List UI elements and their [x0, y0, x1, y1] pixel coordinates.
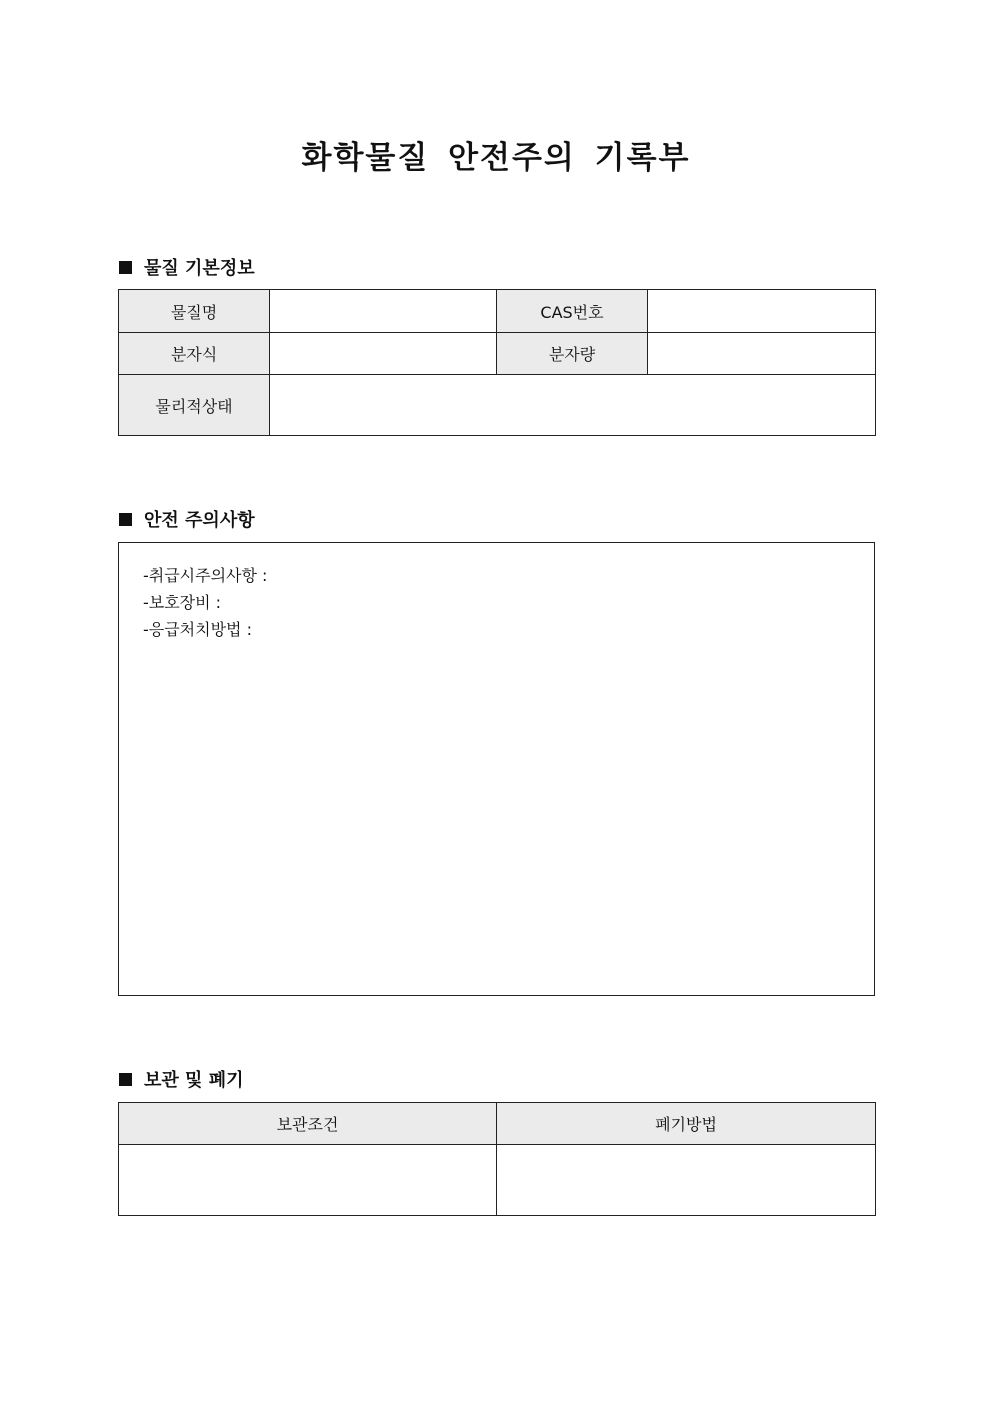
molecular-formula-label: 분자식	[119, 333, 270, 375]
handling-precautions-line: -취급시주의사항 :	[143, 566, 268, 585]
substance-name-field[interactable]	[270, 290, 497, 333]
physical-state-label: 물리적상태	[119, 375, 270, 436]
physical-state-field[interactable]	[270, 375, 876, 436]
storage-conditions-header: 보관조건	[119, 1103, 497, 1145]
section-heading-basic-info	[119, 254, 255, 280]
section-heading-safety	[119, 506, 255, 532]
section-heading-text: 안전 주의사항	[144, 510, 255, 531]
molecular-weight-field[interactable]	[648, 333, 876, 375]
square-bullet-icon	[119, 261, 132, 274]
section-heading-text: 보관 및 폐기	[144, 1070, 244, 1091]
substance-name-label: 물질명	[119, 290, 270, 333]
safety-notes-box[interactable]	[118, 542, 875, 996]
cas-number-field[interactable]	[648, 290, 876, 333]
disposal-method-field[interactable]	[497, 1145, 876, 1216]
section-heading-storage	[119, 1066, 243, 1092]
section-heading-text: 물질 기본정보	[144, 258, 255, 279]
storage-conditions-field[interactable]	[119, 1145, 497, 1216]
first-aid-line: -응급처치방법 :	[143, 620, 252, 639]
square-bullet-icon	[119, 513, 132, 526]
molecular-formula-field[interactable]	[270, 333, 497, 375]
cas-number-label: CAS번호	[497, 290, 648, 333]
page-title: 화학물질 안전주의 기록부	[301, 140, 691, 176]
protective-equipment-line: -보호장비 :	[143, 593, 222, 612]
storage-disposal-table	[118, 1102, 876, 1216]
molecular-weight-label: 분자량	[497, 333, 648, 375]
disposal-method-header: 폐기방법	[497, 1103, 876, 1145]
basic-info-table	[118, 289, 876, 436]
square-bullet-icon	[119, 1073, 132, 1086]
